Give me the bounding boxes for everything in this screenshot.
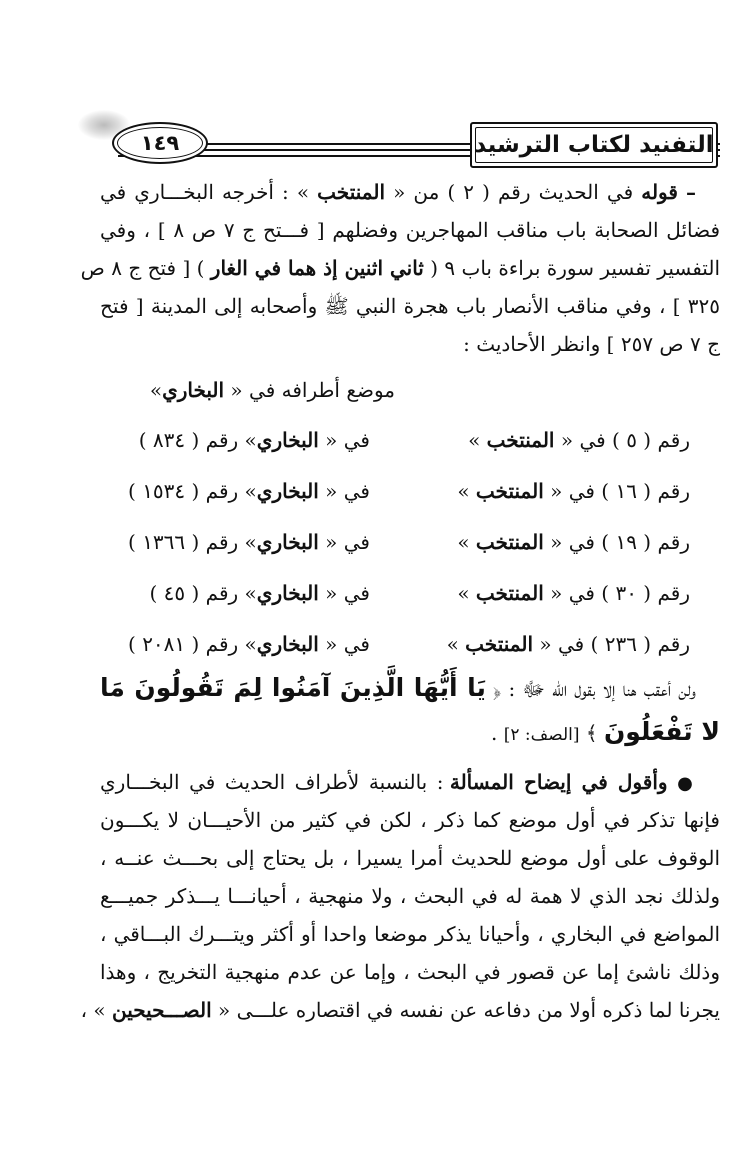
list-item: رقم ( ٥ ) في « المنتخب » في « البخاري» رقم ( ٨٣٤ ) (138, 428, 690, 452)
para3-line4: ولذلك نجد الذي لا همة له في البحث ، ولا منهجية ، أحيانـــا يـــذكر جميـــع (100, 884, 720, 908)
para1-line3: التفسير تفسير سورة براءة باب ٩ ( ثاني اثنين إذ هما في الغار ) [ فتح ج ٨ ص (80, 256, 720, 280)
para3-line1: ● وأقول في إيضاح المسألة : بالنسبة لأطراف الحديث في البخـــاري (100, 770, 696, 794)
bullet-icon: ● (677, 773, 696, 794)
table-heading: موضع أطرافه في « البخاري» (149, 378, 395, 402)
para3-line5: المواضع في البخاري ، وأحيانا يذكر موضعا واحدا أو أكثر ويتـــرك البـــاقي ، (100, 922, 720, 946)
para1-line1: – قوله في الحديث رقم ( ٢ ) من « المنتخب » : أخرجه البخـــاري في (100, 180, 697, 204)
para3-line7: يجرنا لما ذكره أولا من دفاعه عن نفسه في اقتصاره علـــى « الصـــحيحين » ، (80, 998, 720, 1022)
para2-line1: ولن أعقب هنا إلا بقول الله ﷻ : ﴿ يَا أَيُّهَا الَّذِينَ آمَنُوا لِمَ تَقُولُونَ مَا (100, 673, 696, 702)
para3-line2: فإنها تذكر في أول موضع كما ذكر ، لكن في كثير من الأحيـــان لا يكـــون (100, 808, 720, 832)
para2-line2: لا تَفْعَلُونَ ﴾ [الصف: ٢] . (491, 717, 720, 746)
para1-line5: ج ٧ ص ٢٥٧ ] وانظر الأحاديث : (463, 332, 720, 356)
para3-line6: وذلك ناشئ إما عن قصور في البحث ، وإما عن عدم منهجية التخريج ، وهذا (100, 960, 720, 984)
list-item: رقم ( ٢٣٦ ) في « المنتخب » في « البخاري» رقم ( ٢٠٨١ ) (128, 632, 690, 656)
para3-line3: الوقوف على أول موضع للحديث أمرا يسيرا ، بل يحتاج إلى بحـــث عنــه ، (100, 846, 720, 870)
running-title: التفنيد لكتاب الترشيد (470, 122, 718, 168)
para1-line4: ٣٢٥ ] ، وفي مناقب الأنصار باب هجرة النبي ﷺ وأصحابه إلى المدينة [ فتح (100, 294, 720, 318)
para1-line2: فضائل الصحابة باب مناقب المهاجرين وفضلهم [ فـــتح ج ٧ ص ٨ ] ، وفي (100, 218, 721, 242)
list-item: رقم ( ١٦ ) في « المنتخب » في « البخاري» رقم ( ١٥٣٤ ) (128, 479, 690, 503)
list-item: رقم ( ١٩ ) في « المنتخب » في « البخاري» رقم ( ١٣٦٦ ) (128, 530, 690, 554)
page-number: ١٤٩ (112, 122, 208, 164)
list-item: رقم ( ٣٠ ) في « المنتخب » في « البخاري» رقم ( ٤٥ ) (149, 581, 690, 605)
